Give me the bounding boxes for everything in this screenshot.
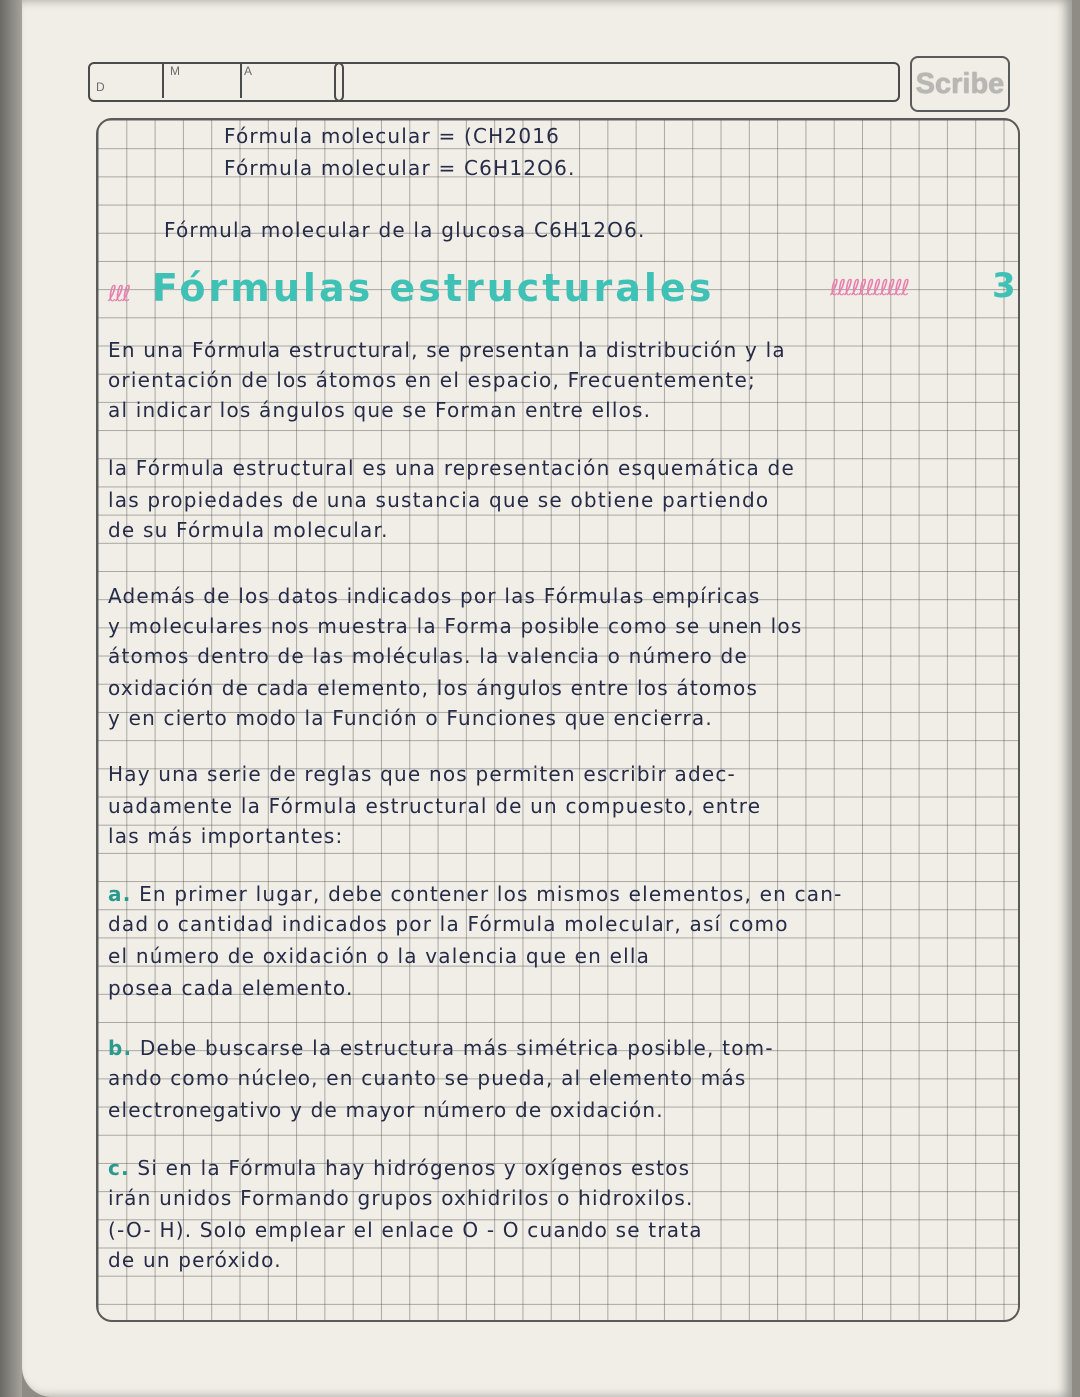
notebook-page xyxy=(22,0,1072,1397)
brand-logo: Scribe xyxy=(910,56,1010,112)
day-label: D xyxy=(96,80,105,94)
p3-line-3: átomos dentro de las moléculas. la valencia o número de xyxy=(108,644,748,668)
decorative-loops-left: ℓℓℓ xyxy=(108,282,130,307)
rule-b-line-3: electronegativo y de mayor número de oxidación. xyxy=(108,1098,664,1122)
p4-line-3: las más importantes: xyxy=(108,824,344,848)
decorative-loops-right: ℓℓℓℓℓℓℓℓℓℓℓ xyxy=(830,276,908,301)
year-label: A xyxy=(244,64,253,78)
rule-a-marker: a. xyxy=(108,882,132,906)
p3-line-5: y en cierto modo la Función o Funciones que encierra. xyxy=(108,706,713,730)
rule-c-marker: c. xyxy=(108,1156,130,1180)
rule-c-line-3: (-O- H). Solo emplear el enlace O - O cuando se trata xyxy=(108,1218,703,1242)
rule-a-line-1 xyxy=(108,882,843,906)
date-divider-2 xyxy=(240,62,242,98)
rule-b-line-1 xyxy=(108,1036,774,1060)
rule-b-marker: b. xyxy=(108,1036,133,1060)
month-label: M xyxy=(170,64,180,78)
glucose-formula-line: Fórmula molecular de la glucosa C6H12O6. xyxy=(164,218,646,242)
p4-line-1: Hay una serie de reglas que nos permiten escribir adec- xyxy=(108,762,736,786)
binding-edge xyxy=(0,0,22,1397)
rule-c-line-1 xyxy=(108,1156,690,1180)
p2-line-3: de su Fórmula molecular. xyxy=(108,518,389,542)
section-title: Fórmulas estructurales xyxy=(152,266,715,310)
p2-line-2: las propiedades de una sustancia que se obtiene partiendo xyxy=(108,488,770,512)
section-number: 3 xyxy=(992,266,1016,306)
rule-c-line-4: de un peróxido. xyxy=(108,1248,282,1272)
date-divider-1 xyxy=(162,62,164,98)
p1-line-2: orientación de los átomos en el espacio, Frecuentemente; xyxy=(108,368,756,392)
date-box xyxy=(88,62,344,102)
formula-line-1: Fórmula molecular = (CH2016 xyxy=(224,124,561,148)
p3-line-2: y moleculares nos muestra la Forma posible como se unen los xyxy=(108,614,803,638)
rule-b-line-2: ando como núcleo, en cuanto se pueda, al elemento más xyxy=(108,1066,747,1090)
p1-line-1: En una Fórmula estructural, se presentan la distribución y la xyxy=(108,338,786,362)
rule-c-text-1: Si en la Fórmula hay hidrógenos y oxígenos estos xyxy=(137,1156,691,1180)
rule-c-line-2: irán unidos Formando grupos oxhidrilos o hidroxilos. xyxy=(108,1186,694,1210)
rule-a-line-4: posea cada elemento. xyxy=(108,976,354,1000)
grid-area xyxy=(96,118,1020,1322)
p4-line-2: uadamente la Fórmula estructural de un compuesto, entre xyxy=(108,794,762,818)
formula-line-2: Fórmula molecular = C6H12O6. xyxy=(224,156,576,180)
p3-line-1: Además de los datos indicados por las Fórmulas empíricas xyxy=(108,584,761,608)
rule-a-text-1: En primer lugar, debe contener los mismos elementos, en can- xyxy=(139,882,843,906)
rule-a-line-3: el número de oxidación o la valencia que en ella xyxy=(108,944,651,968)
p2-line-1: la Fórmula estructural es una representación esquemática de xyxy=(108,456,795,480)
title-box xyxy=(334,62,900,102)
p1-line-3: al indicar los ángulos que se Forman entre ellos. xyxy=(108,398,652,422)
rule-a-line-2: dad o cantidad indicados por la Fórmula molecular, así como xyxy=(108,912,789,936)
p3-line-4: oxidación de cada elemento, los ángulos entre los átomos xyxy=(108,676,759,700)
rule-b-text-1: Debe buscarse la estructura más simétrica posible, tom- xyxy=(139,1036,774,1060)
